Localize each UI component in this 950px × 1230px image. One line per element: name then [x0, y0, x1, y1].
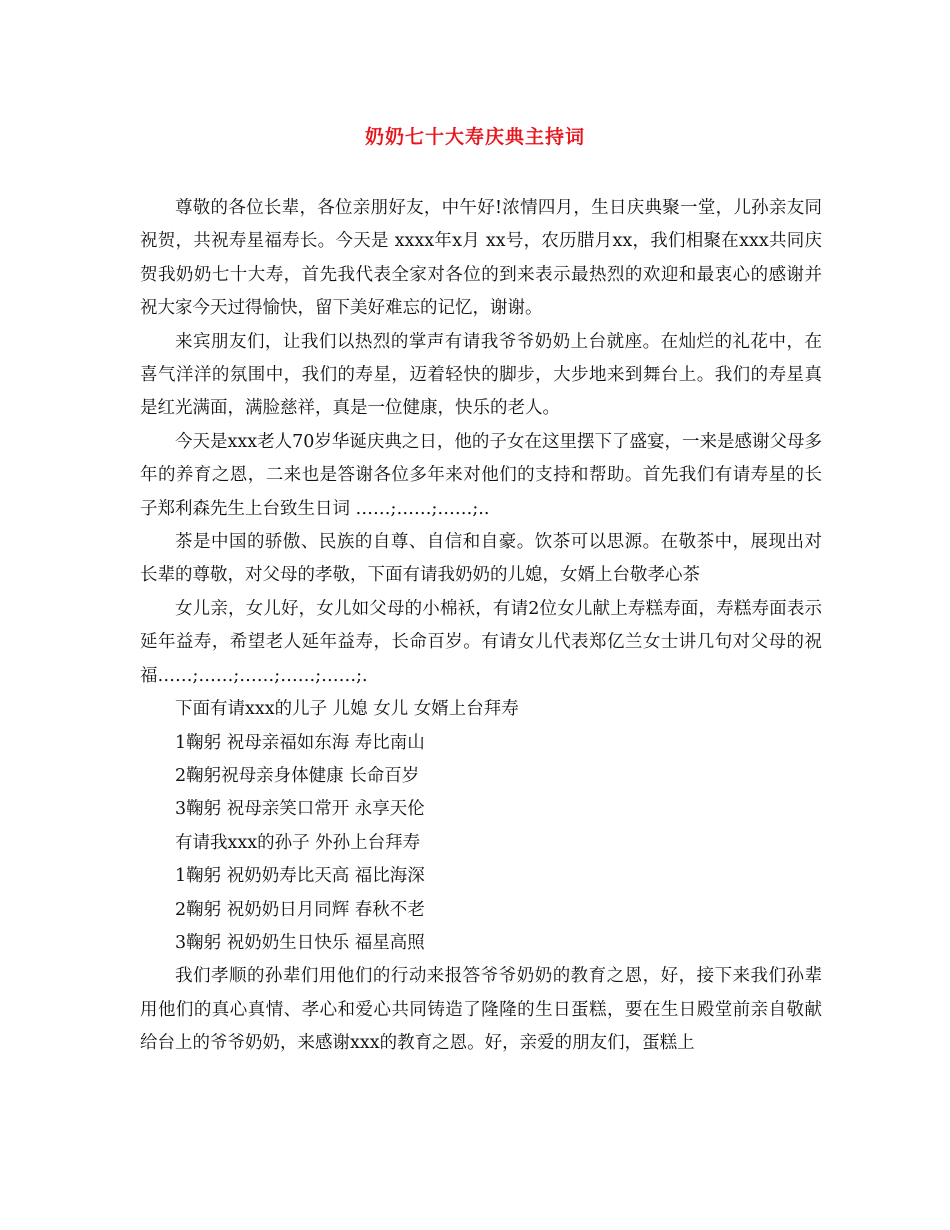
ceremony-line: 下面有请xxx的儿子 儿媳 女儿 女婿上台拜寿 [175, 699, 519, 720]
ceremony-line: 2鞠躬 祝奶奶日月同辉 春秋不老 [175, 899, 425, 920]
paragraph-welcome: 尊敬的各位长辈，各位亲朋好友，中午好!浓情四月，生日庆典聚一堂，儿孙亲友同祝贺，共祝寿星福寿长。今天是 xxxx年x月 xx号，农历腊月xx，我们相聚在xxx共同庆贺我奶奶七十大寿，首先我代表全家对各位的到来表示最热烈的欢迎和最衷心的感谢并祝大家今天过得愉快，留下美好难忘的记忆，谢谢。 [140, 198, 822, 319]
ceremony-line: 1鞠躬 祝母亲福如东海 寿比南山 [175, 732, 425, 753]
ceremony-line: 3鞠躬 祝母亲笑口常开 永享天伦 [175, 799, 425, 820]
paragraph-tea: 茶是中国的骄傲、民族的自尊、自信和自豪。饮茶可以思源。在敬茶中，展现出对长辈的尊敬，对父母的孝敬，下面有请我奶奶的儿媳，女婿上台敬孝心茶 [140, 532, 822, 586]
ceremony-line: 有请我xxx的孙子 外孙上台拜寿 [175, 832, 421, 853]
paragraph-banquet: 今天是xxx老人70岁华诞庆典之日，他的子女在这里摆下了盛宴，一来是感谢父母多年的养育之恩，二来也是答谢各位多年来对他们的支持和帮助。首先我们有请寿星的长子郑利森先生上台致生日词 ……;……;……;.. [140, 431, 822, 519]
ceremony-line: 3鞠躬 祝奶奶生日快乐 福星高照 [175, 932, 425, 953]
paragraph-seating: 来宾朋友们，让我们以热烈的掌声有请我爷爷奶奶上台就座。在灿烂的礼花中，在喜气洋洋的氛围中，我们的寿星，迈着轻快的脚步，大步地来到舞台上。我们的寿星真是红光满面，满脸慈祥，真是一位健康，快乐的老人。 [140, 331, 822, 419]
document-title: 奶奶七十大寿庆典主持词 [364, 126, 585, 148]
ceremony-line: 2鞠躬祝母亲身体健康 长命百岁 [175, 765, 420, 786]
document-body [140, 192, 822, 1061]
ceremony-line: 1鞠躬 祝奶奶寿比天高 福比海深 [175, 866, 425, 887]
paragraph-daughters: 女儿亲，女儿好，女儿如父母的小棉袄，有请2位女儿献上寿糕寿面，寿糕寿面表示延年益寿，希望老人延年益寿，长命百岁。有请女儿代表郑亿兰女士讲几句对父母的祝 福……;……;……;……;……;. [140, 598, 822, 686]
paragraph-closing: 我们孝顺的孙辈们用他们的行动来报答爷爷奶奶的教育之恩，好，接下来我们孙辈用他们的真心真情、孝心和爱心共同铸造了隆隆的生日蛋糕，要在生日殿堂前亲自敬献给台上的爷爷奶奶，来感谢xxx的教育之恩。好，亲爱的朋友们，蛋糕上 [140, 966, 822, 1054]
